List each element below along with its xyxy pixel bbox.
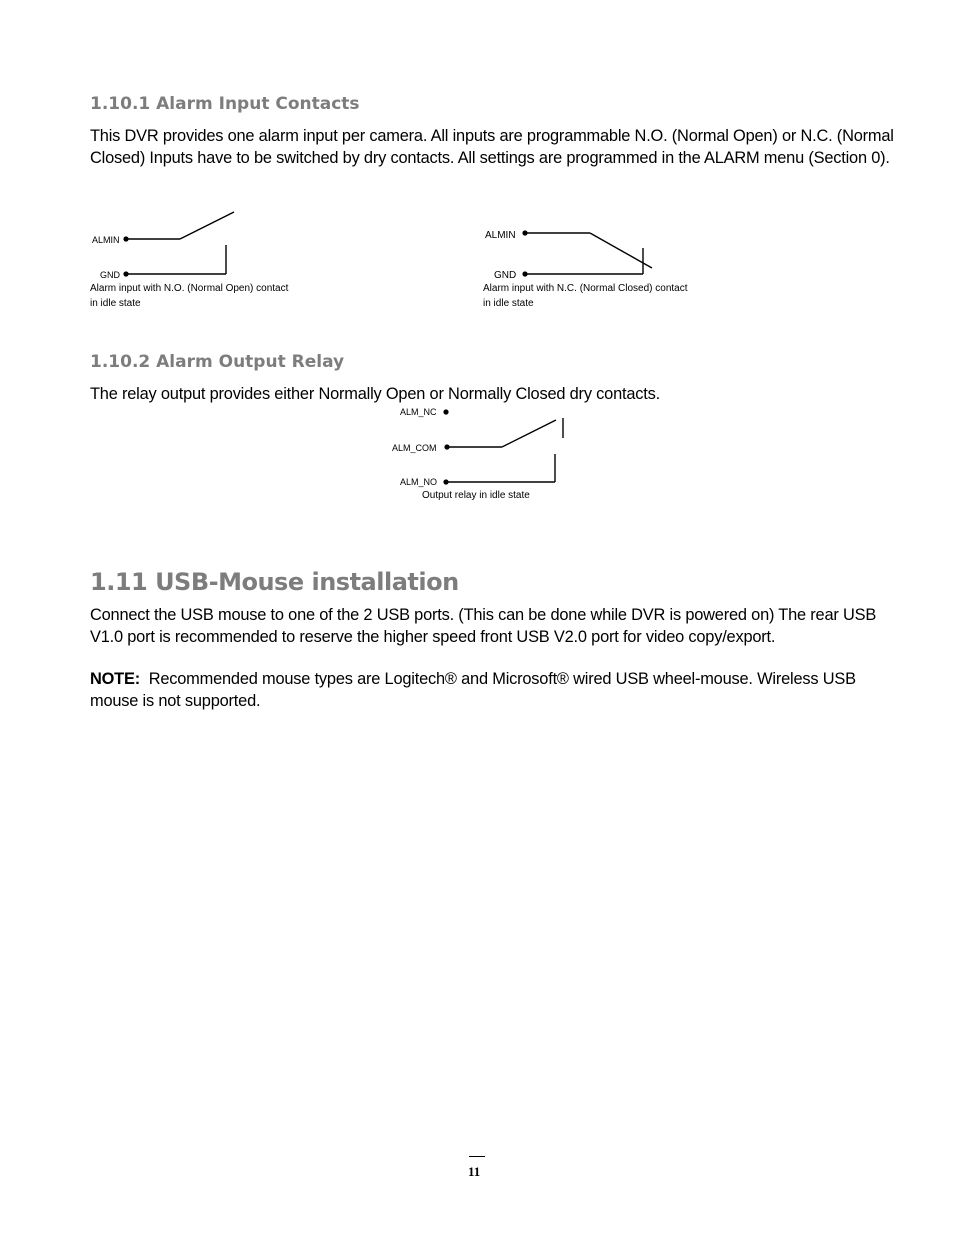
note-text: Recommended mouse types are Logitech® and Microsoft® wired USB wheel-mouse. Wireless USB [148, 670, 856, 688]
page-number-rule [469, 1156, 485, 1157]
normal-closed-contact-diagram [480, 220, 660, 285]
normal-open-caption [90, 281, 288, 311]
normal-closed-caption [483, 281, 688, 311]
diagram-label-alm-nc: ALM_NC [400, 407, 437, 417]
alarm-input-paragraph [90, 125, 894, 169]
output-relay-caption: Output relay in idle state [422, 490, 530, 501]
note-first-line [90, 668, 880, 690]
usb-mouse-paragraph [90, 604, 880, 648]
section-heading-alarm-output-relay: 1.10.2 Alarm Output Relay [90, 352, 345, 372]
normal-open-contact-diagram [88, 205, 258, 285]
note-paragraph [90, 668, 880, 712]
diagram-label-gnd: GND [494, 270, 517, 281]
section-heading-alarm-input-contacts: 1.10.1 Alarm Input Contacts [90, 94, 360, 114]
paragraph-line: V1.0 port is recommended to reserve the higher speed front USB V2.0 port for video copy/export. [90, 628, 776, 646]
diagram-label-alm-com: ALM_COM [392, 443, 437, 453]
diagram-label-almin: ALMIN [485, 230, 516, 241]
output-relay-diagram [388, 404, 573, 490]
caption-line: Alarm input with N.C. (Normal Closed) contact [483, 283, 688, 294]
paragraph-line: mouse is not supported. [90, 692, 261, 710]
page-number: 11 [468, 1164, 481, 1179]
alarm-output-paragraph [90, 383, 880, 405]
diagram-label-almin: ALMIN [92, 235, 120, 245]
caption-line: in idle state [90, 298, 141, 309]
caption-line: in idle state [483, 298, 534, 309]
diagram-label-gnd: GND [100, 270, 120, 280]
paragraph-line: The relay output provides either Normally Open or Normally Closed dry contacts. [90, 385, 660, 403]
section-heading-usb-mouse-installation: 1.11 USB-Mouse installation [90, 568, 459, 596]
caption-line: Alarm input with N.O. (Normal Open) contact [90, 283, 289, 294]
paragraph-line: Closed) Inputs have to be switched by dry contacts. All settings are programmed in the ALARM menu (Section 0). [90, 149, 890, 167]
paragraph-line: This DVR provides one alarm input per camera. All inputs are programmable N.O. (Normal Open) or N.C. (Normal [90, 127, 894, 145]
note-label: NOTE: [90, 670, 140, 688]
diagram-label-alm-no: ALM_NO [400, 477, 438, 487]
paragraph-line: Connect the USB mouse to one of the 2 USB ports. (This can be done while DVR is powered on) The rear USB [90, 606, 877, 624]
